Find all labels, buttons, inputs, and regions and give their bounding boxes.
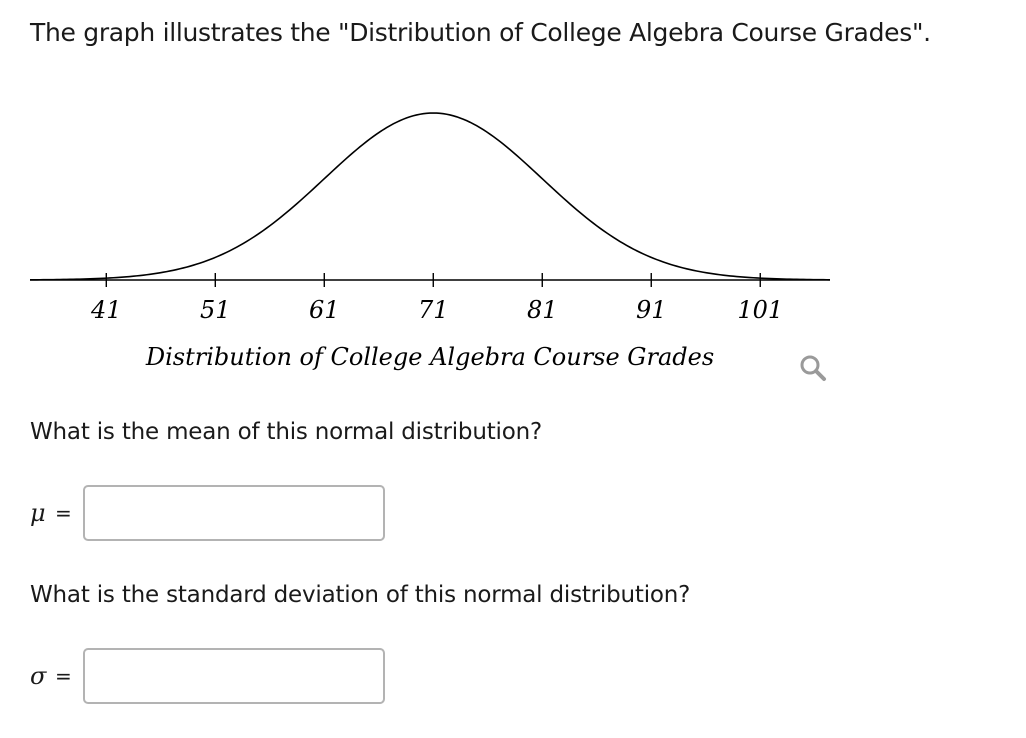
intro-text: The graph illustrates the "Distribution of College Algebra Course Grades". — [30, 18, 931, 47]
equals-sign: = — [55, 501, 72, 525]
sigma-symbol: σ — [30, 662, 47, 690]
sd-question: What is the standard deviation of this normal distribution? — [30, 582, 691, 608]
sd-input[interactable] — [83, 648, 385, 704]
x-tick-label: 91 — [635, 296, 667, 324]
x-tick-label: 61 — [309, 296, 340, 324]
x-tick-label: 41 — [91, 296, 122, 324]
mu-symbol: μ — [30, 499, 46, 527]
equals-sign: = — [55, 664, 72, 688]
x-tick-label: 71 — [417, 296, 449, 324]
x-tick-label: 81 — [526, 296, 558, 324]
x-tick-label: 101 — [737, 296, 784, 324]
normal-curve — [30, 113, 830, 280]
magnifier-icon[interactable] — [795, 350, 831, 386]
x-axis-title: Distribution of College Algebra Course Grades — [145, 343, 715, 371]
x-tick-label: 51 — [200, 296, 231, 324]
x-axis-tick-labels — [90, 296, 783, 324]
mean-question: What is the mean of this normal distribution? — [30, 419, 542, 445]
sd-answer-row — [30, 646, 385, 706]
mean-answer-row — [30, 483, 385, 543]
mean-input[interactable] — [83, 485, 385, 541]
